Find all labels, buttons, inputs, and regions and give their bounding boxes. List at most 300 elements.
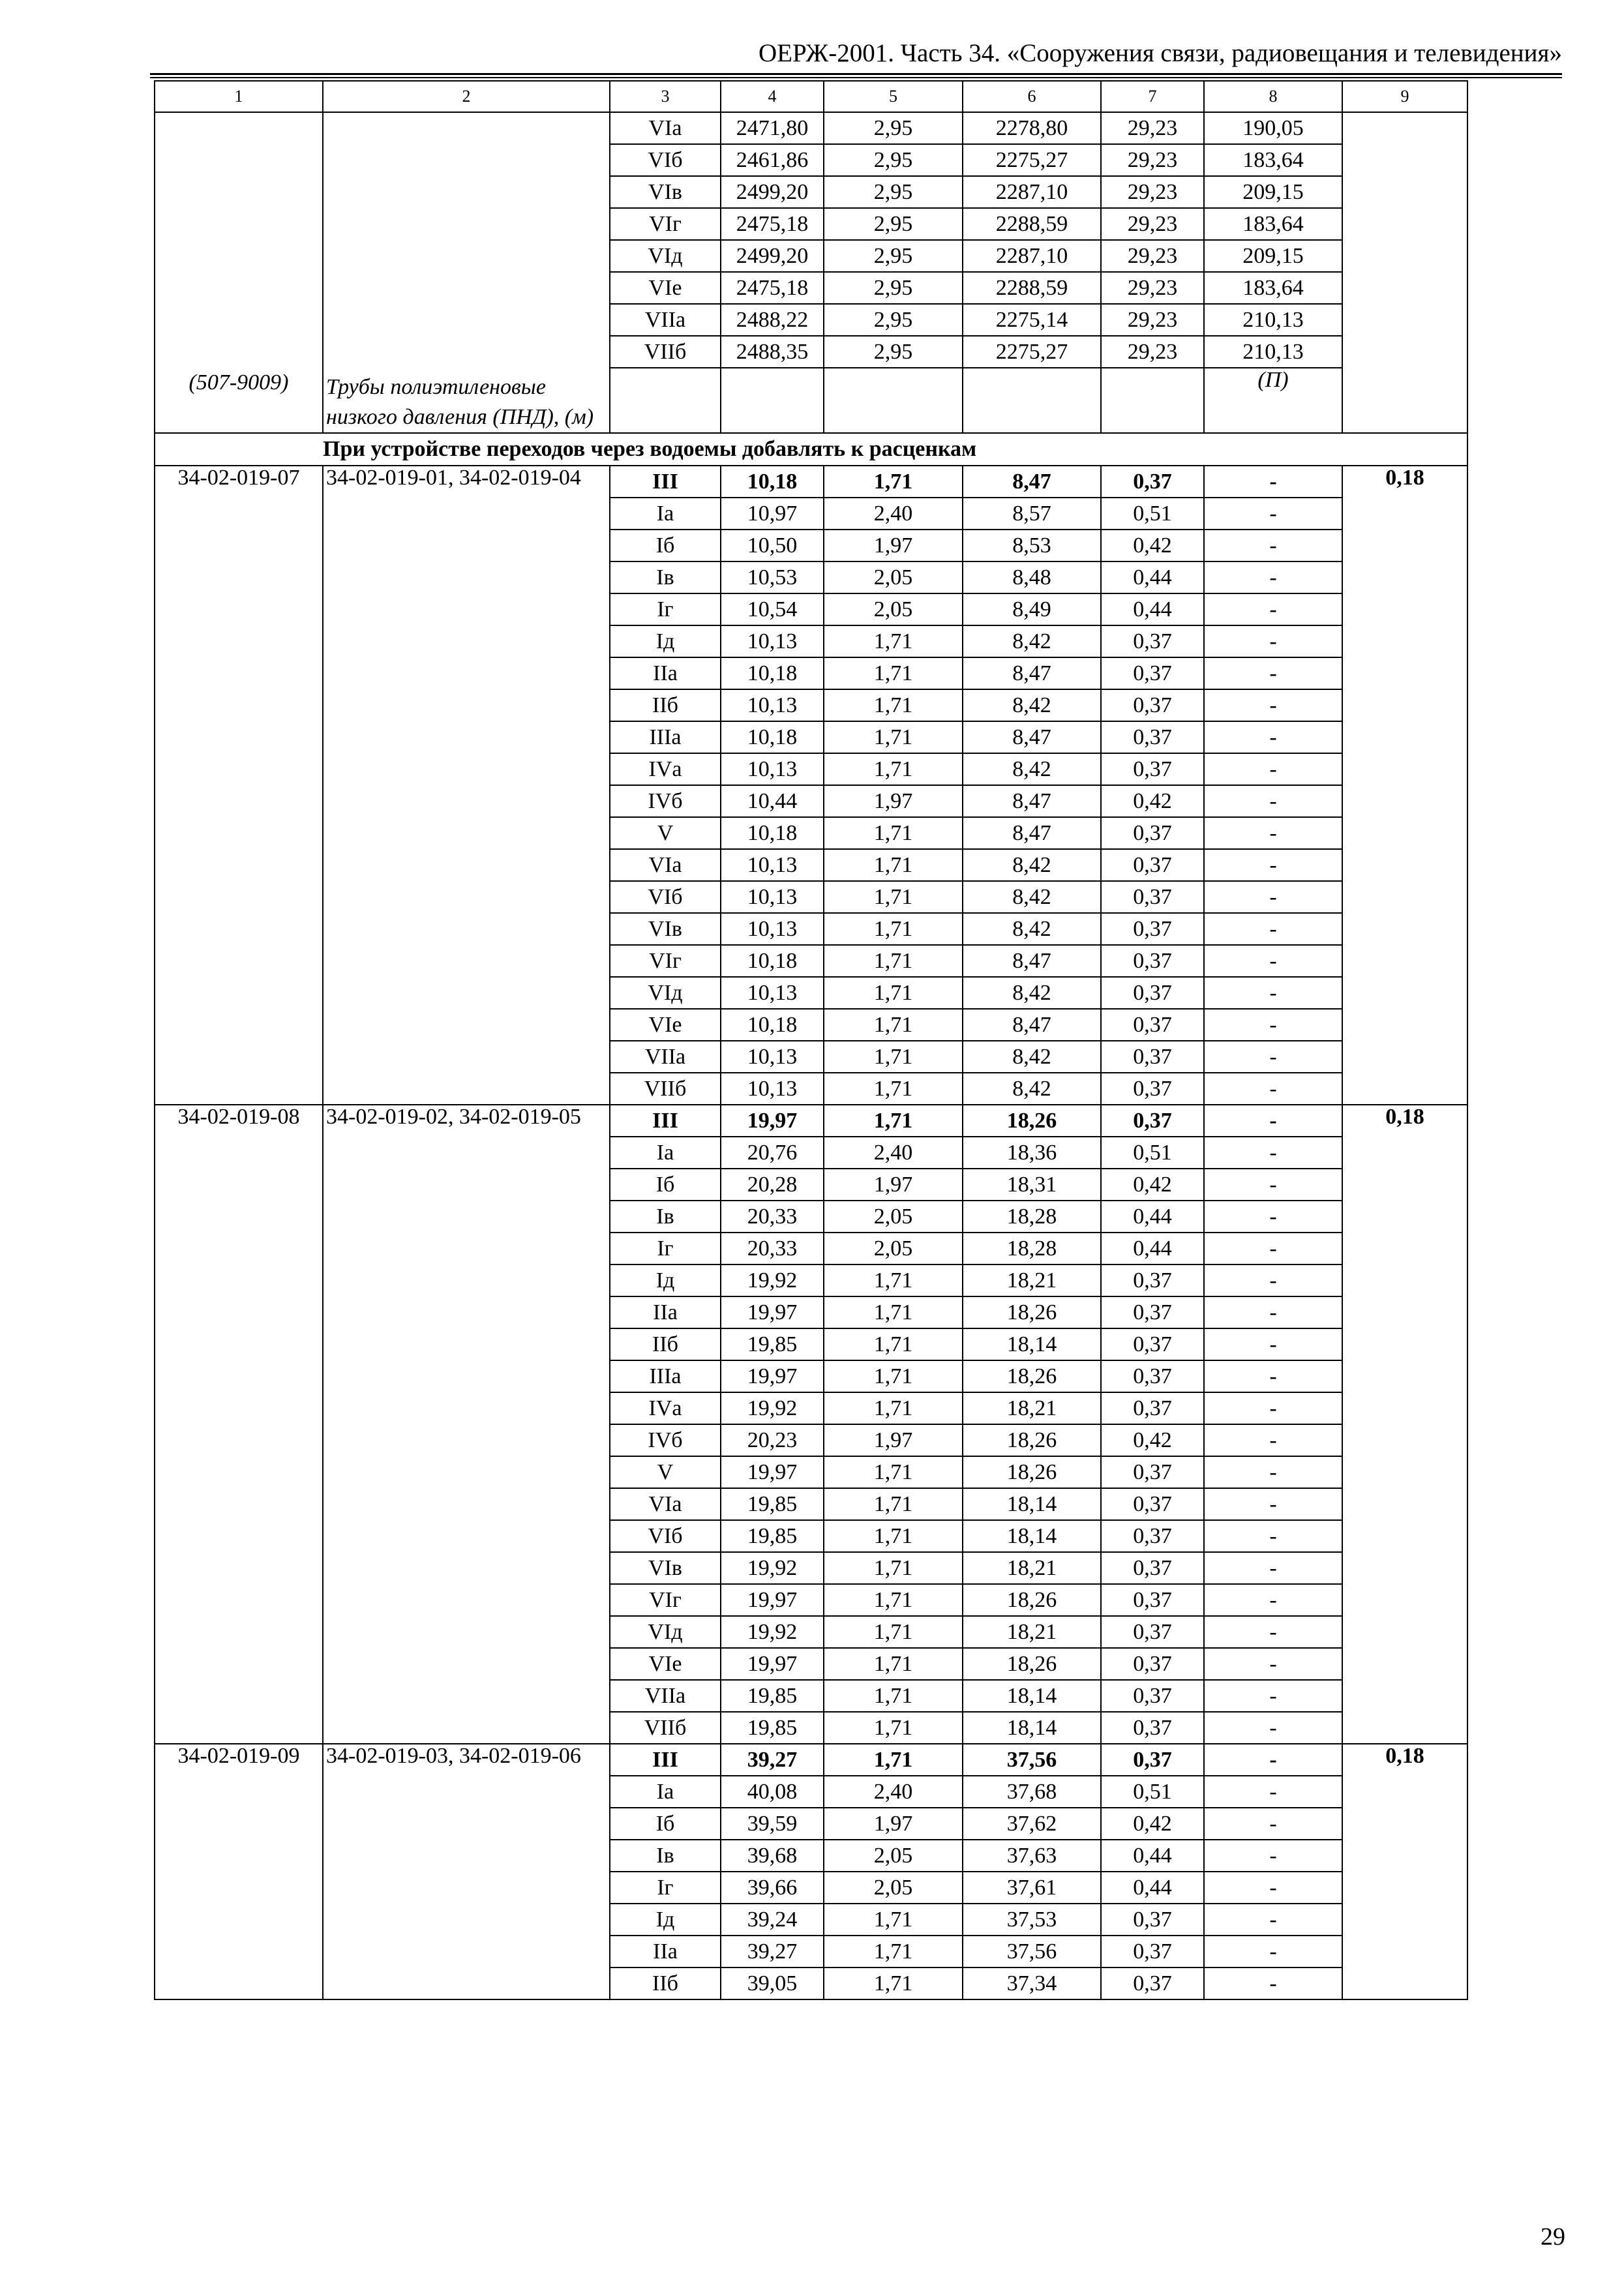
table-cell: Iг <box>610 1872 721 1904</box>
table-cell: 1,71 <box>824 1744 963 1776</box>
table-cell: - <box>1204 1456 1342 1488</box>
table-cell: 0,37 <box>1101 1552 1204 1584</box>
table-cell: 19,92 <box>721 1264 824 1296</box>
table-cell: 18,14 <box>963 1520 1101 1552</box>
table-cell: 2499,20 <box>721 240 824 272</box>
table-cell: 0,37 <box>1101 1328 1204 1360</box>
table-cell: 8,47 <box>963 945 1101 977</box>
table-cell: 1,71 <box>824 1680 963 1712</box>
empty-cell <box>824 368 963 433</box>
table-cell: Iб <box>610 530 721 561</box>
table-cell: 1,71 <box>824 1073 963 1105</box>
empty-cell <box>721 368 824 433</box>
table-cell: 10,53 <box>721 561 824 593</box>
table-cell: 37,34 <box>963 1967 1101 1999</box>
table-cell: 10,54 <box>721 593 824 625</box>
table-cell: 1,71 <box>824 849 963 881</box>
table-cell: - <box>1204 1872 1342 1904</box>
table-cell: - <box>1204 881 1342 913</box>
table-cell: 8,57 <box>963 498 1101 530</box>
table-cell: 10,13 <box>721 913 824 945</box>
table-cell: 1,97 <box>824 530 963 561</box>
table-cell: Iд <box>610 1264 721 1296</box>
table-cell: 0,44 <box>1101 1840 1204 1872</box>
table-cell: IVб <box>610 785 721 817</box>
table-cell: 18,14 <box>963 1328 1101 1360</box>
material-qty: (П) <box>1204 368 1342 433</box>
section-heading-blank <box>155 433 323 466</box>
table-cell: 39,24 <box>721 1904 824 1936</box>
table-cell: 8,48 <box>963 561 1101 593</box>
table-cell: 1,71 <box>824 913 963 945</box>
table-cell: III <box>610 1744 721 1776</box>
table-cell: 0,42 <box>1101 785 1204 817</box>
column-number: 9 <box>1342 81 1467 112</box>
table-cell: - <box>1204 1840 1342 1872</box>
table-cell: Iа <box>610 1776 721 1808</box>
table-cell: Iд <box>610 625 721 657</box>
table-cell: 29,23 <box>1101 112 1204 144</box>
table-cell: 20,23 <box>721 1424 824 1456</box>
table-cell: 10,18 <box>721 1009 824 1041</box>
table-cell: - <box>1204 1009 1342 1041</box>
table-cell: 1,71 <box>824 1584 963 1616</box>
table-cell: 8,42 <box>963 753 1101 785</box>
table-cell: VIа <box>610 112 721 144</box>
table-cell: 19,85 <box>721 1680 824 1712</box>
table-cell: - <box>1204 1520 1342 1552</box>
table-cell: V <box>610 1456 721 1488</box>
table-cell: - <box>1204 657 1342 689</box>
table-cell: 1,97 <box>824 1169 963 1201</box>
table-cell: 2471,80 <box>721 112 824 144</box>
table-cell: 37,62 <box>963 1808 1101 1840</box>
table-cell: Iб <box>610 1808 721 1840</box>
table-cell: - <box>1204 1712 1342 1744</box>
table-cell: 1,71 <box>824 817 963 849</box>
table-cell: 18,21 <box>963 1616 1101 1648</box>
column-number: 6 <box>963 81 1101 112</box>
table-cell: - <box>1204 1073 1342 1105</box>
table-cell: 0,42 <box>1101 530 1204 561</box>
table-cell: 2275,27 <box>963 144 1101 176</box>
table-cell: 8,53 <box>963 530 1101 561</box>
table-cell: IVб <box>610 1424 721 1456</box>
column-number: 2 <box>323 81 610 112</box>
table-cell: VIб <box>610 881 721 913</box>
table-cell: Iа <box>610 1137 721 1169</box>
table-cell: 10,13 <box>721 881 824 913</box>
table-cell: 0,37 <box>1101 1712 1204 1744</box>
table-cell: - <box>1204 1488 1342 1520</box>
table-cell: Iв <box>610 1840 721 1872</box>
table-cell: 0,44 <box>1101 1201 1204 1233</box>
table-cell: - <box>1204 1201 1342 1233</box>
table-cell: 20,33 <box>721 1201 824 1233</box>
table-cell: 10,13 <box>721 1041 824 1073</box>
table-row <box>155 112 1467 144</box>
table-cell: - <box>1204 849 1342 881</box>
table-cell: 0,37 <box>1101 1360 1204 1392</box>
base-rates: 34-02-019-02, 34-02-019-05 <box>323 1105 610 1744</box>
table-cell: Iв <box>610 561 721 593</box>
table-cell: VIд <box>610 977 721 1009</box>
table-cell: 1,71 <box>824 1456 963 1488</box>
table-row <box>155 1105 1467 1137</box>
table-cell: - <box>1204 1967 1342 1999</box>
table-cell: - <box>1204 1137 1342 1169</box>
table-cell: 10,13 <box>721 625 824 657</box>
table-cell: 2488,22 <box>721 304 824 336</box>
table-cell: 209,15 <box>1204 176 1342 208</box>
table-cell: 0,37 <box>1101 1616 1204 1648</box>
table-cell: 2499,20 <box>721 176 824 208</box>
table-cell: 8,47 <box>963 785 1101 817</box>
table-cell: - <box>1204 785 1342 817</box>
table-cell: 190,05 <box>1204 112 1342 144</box>
table-cell: 18,21 <box>963 1264 1101 1296</box>
table-cell: 2,05 <box>824 593 963 625</box>
table-cell: 0,51 <box>1101 1776 1204 1808</box>
material-code: (507-9009) <box>188 370 289 395</box>
table-cell: VIб <box>610 144 721 176</box>
table-cell: 19,97 <box>721 1105 824 1137</box>
table-cell: 0,37 <box>1101 945 1204 977</box>
table-cell: 1,71 <box>824 1616 963 1648</box>
table-cell: 1,97 <box>824 1808 963 1840</box>
table-cell: 19,92 <box>721 1392 824 1424</box>
table-cell: 0,37 <box>1101 913 1204 945</box>
table-cell: VIе <box>610 1648 721 1680</box>
table-cell: 37,56 <box>963 1744 1101 1776</box>
table-cell: 0,37 <box>1101 1520 1204 1552</box>
table-cell: 19,85 <box>721 1712 824 1744</box>
table-cell: 2,95 <box>824 144 963 176</box>
table-cell: 1,71 <box>824 1552 963 1584</box>
material-name: Трубы полиэтиленовые низкого давления (ПНД), (м) <box>326 375 594 429</box>
table-cell: 18,36 <box>963 1137 1101 1169</box>
table-cell: 1,97 <box>824 1424 963 1456</box>
table-cell: 0,44 <box>1101 1872 1204 1904</box>
table-cell: VIб <box>610 1520 721 1552</box>
table-cell: 18,14 <box>963 1680 1101 1712</box>
table-cell: 0,37 <box>1101 721 1204 753</box>
table-cell: 8,42 <box>963 1073 1101 1105</box>
table-cell: 10,18 <box>721 657 824 689</box>
table-cell: - <box>1204 721 1342 753</box>
table-cell: 10,13 <box>721 753 824 785</box>
column-9-value: 0,18 <box>1342 1744 1467 1999</box>
table-cell: 2,05 <box>824 561 963 593</box>
table-cell: Iд <box>610 1904 721 1936</box>
table-cell: 39,27 <box>721 1744 824 1776</box>
table-cell: 19,85 <box>721 1520 824 1552</box>
table-cell: - <box>1204 1552 1342 1584</box>
table-cell: - <box>1204 498 1342 530</box>
table-cell: 210,13 <box>1204 304 1342 336</box>
empty-cell <box>1101 368 1204 433</box>
table-cell: 2475,18 <box>721 208 824 240</box>
table-cell: 19,97 <box>721 1360 824 1392</box>
page-number: 29 <box>1541 2223 1565 2251</box>
table-cell: 18,14 <box>963 1712 1101 1744</box>
table-cell: 8,42 <box>963 689 1101 721</box>
table-cell: 8,42 <box>963 913 1101 945</box>
table-cell: VIе <box>610 272 721 304</box>
table-cell: 1,71 <box>824 1936 963 1967</box>
table-cell: 10,13 <box>721 977 824 1009</box>
table-cell: 210,13 <box>1204 336 1342 368</box>
table-cell: 2288,59 <box>963 272 1101 304</box>
table-cell: 2,40 <box>824 1137 963 1169</box>
table-cell: 29,23 <box>1101 176 1204 208</box>
empty-cell <box>610 368 721 433</box>
table-cell: 1,71 <box>824 1009 963 1041</box>
table-cell: 2,05 <box>824 1840 963 1872</box>
table-cell: 0,37 <box>1101 1648 1204 1680</box>
table-cell: 29,23 <box>1101 336 1204 368</box>
table-cell: 39,66 <box>721 1872 824 1904</box>
table-cell: 18,21 <box>963 1552 1101 1584</box>
table-cell: VIIа <box>610 1680 721 1712</box>
table-cell: - <box>1204 1233 1342 1264</box>
table-cell: - <box>1204 1744 1342 1776</box>
table-cell: 0,37 <box>1101 977 1204 1009</box>
table-cell: 20,76 <box>721 1137 824 1169</box>
table-cell: 1,71 <box>824 1296 963 1328</box>
header-rule <box>150 73 1562 75</box>
table-cell: III <box>610 466 721 498</box>
table-cell: 19,97 <box>721 1584 824 1616</box>
table-cell: 29,23 <box>1101 208 1204 240</box>
table-cell: - <box>1204 1904 1342 1936</box>
table-cell: - <box>1204 1169 1342 1201</box>
table-cell: 0,44 <box>1101 593 1204 625</box>
table-cell: 37,56 <box>963 1936 1101 1967</box>
table-cell: 2,40 <box>824 498 963 530</box>
table-cell: - <box>1204 1392 1342 1424</box>
table-cell: - <box>1204 625 1342 657</box>
column-9-cell <box>1342 112 1467 433</box>
table-cell: 2287,10 <box>963 240 1101 272</box>
table-cell: 18,26 <box>963 1456 1101 1488</box>
table-cell: 39,05 <box>721 1967 824 1999</box>
table-cell: 2,95 <box>824 240 963 272</box>
document-header: ОЕРЖ-2001. Часть 34. «Сооружения связи, радиовещания и телевидения» <box>758 39 1562 67</box>
table-cell: 39,27 <box>721 1936 824 1967</box>
table-cell: - <box>1204 977 1342 1009</box>
table-cell: 18,21 <box>963 1392 1101 1424</box>
table-cell: 10,13 <box>721 1073 824 1105</box>
table-cell: 1,71 <box>824 689 963 721</box>
table-cell: 1,97 <box>824 785 963 817</box>
table-cell: - <box>1204 1648 1342 1680</box>
table-cell: - <box>1204 1328 1342 1360</box>
table-cell: - <box>1204 1105 1342 1137</box>
table-cell: 1,71 <box>824 1648 963 1680</box>
table-cell: 2461,86 <box>721 144 824 176</box>
table-cell: Iг <box>610 1233 721 1264</box>
table-cell: 2,95 <box>824 208 963 240</box>
rate-code: 34-02-019-09 <box>155 1744 323 1999</box>
table-cell: - <box>1204 913 1342 945</box>
table-cell: 8,49 <box>963 593 1101 625</box>
table-cell: 0,37 <box>1101 1488 1204 1520</box>
table-cell: 40,08 <box>721 1776 824 1808</box>
table-cell: 0,44 <box>1101 561 1204 593</box>
table-cell: 0,37 <box>1101 1584 1204 1616</box>
table-cell: 18,26 <box>963 1105 1101 1137</box>
table-cell: 2275,14 <box>963 304 1101 336</box>
table-cell: 1,71 <box>824 721 963 753</box>
column-number: 4 <box>721 81 824 112</box>
table-cell: Iа <box>610 498 721 530</box>
table-cell: - <box>1204 1296 1342 1328</box>
table-cell: VIв <box>610 913 721 945</box>
table-cell: 0,37 <box>1101 657 1204 689</box>
table-cell: 39,59 <box>721 1808 824 1840</box>
table-cell: 29,23 <box>1101 304 1204 336</box>
table-cell: 1,71 <box>824 1904 963 1936</box>
table-cell: - <box>1204 945 1342 977</box>
table-cell: 0,37 <box>1101 1936 1204 1967</box>
table-cell: VIд <box>610 240 721 272</box>
table-cell: - <box>1204 1680 1342 1712</box>
table-cell: 0,37 <box>1101 1296 1204 1328</box>
table-cell: 1,71 <box>824 625 963 657</box>
table-cell: 19,97 <box>721 1648 824 1680</box>
table-cell: - <box>1204 1808 1342 1840</box>
table-cell: 0,51 <box>1101 498 1204 530</box>
table-cell: IIб <box>610 1967 721 1999</box>
table-cell: 0,51 <box>1101 1137 1204 1169</box>
table-cell: IIб <box>610 689 721 721</box>
table-cell: - <box>1204 1424 1342 1456</box>
column-number: 5 <box>824 81 963 112</box>
table-cell: - <box>1204 1041 1342 1073</box>
table-cell: 18,26 <box>963 1424 1101 1456</box>
table-cell: 37,53 <box>963 1904 1101 1936</box>
table-cell: 1,71 <box>824 1967 963 1999</box>
table-cell: 0,37 <box>1101 1105 1204 1137</box>
table-cell: 183,64 <box>1204 208 1342 240</box>
table-cell: 0,37 <box>1101 625 1204 657</box>
table-cell: 0,37 <box>1101 1264 1204 1296</box>
table-cell: 10,44 <box>721 785 824 817</box>
table-cell: 1,71 <box>824 1360 963 1392</box>
table-cell: III <box>610 1105 721 1137</box>
table-cell: - <box>1204 753 1342 785</box>
table-cell: 18,28 <box>963 1201 1101 1233</box>
table-cell: 1,71 <box>824 881 963 913</box>
table-cell: 0,37 <box>1101 849 1204 881</box>
table-cell: 1,71 <box>824 1264 963 1296</box>
table-cell: 1,71 <box>824 657 963 689</box>
table-cell: 8,42 <box>963 977 1101 1009</box>
table-cell: 0,37 <box>1101 753 1204 785</box>
column-number: 1 <box>155 81 323 112</box>
table-cell: VIа <box>610 849 721 881</box>
table-cell: - <box>1204 1616 1342 1648</box>
table-cell: 1,71 <box>824 1488 963 1520</box>
column-9-value: 0,18 <box>1342 1105 1467 1744</box>
table-cell: 8,42 <box>963 881 1101 913</box>
table-cell: VIIб <box>610 1712 721 1744</box>
table-cell: IIIа <box>610 721 721 753</box>
table-cell: 1,71 <box>824 753 963 785</box>
table-cell: 19,97 <box>721 1456 824 1488</box>
table-cell: V <box>610 817 721 849</box>
table-cell: IVа <box>610 1392 721 1424</box>
table-row <box>155 1744 1467 1776</box>
table-cell: - <box>1204 689 1342 721</box>
table-cell: 1,71 <box>824 1520 963 1552</box>
table-cell: 183,64 <box>1204 272 1342 304</box>
table-cell: 0,44 <box>1101 1233 1204 1264</box>
table-cell: - <box>1204 1360 1342 1392</box>
table-cell: 0,37 <box>1101 1041 1204 1073</box>
table-cell: 2,95 <box>824 304 963 336</box>
table-cell: 0,37 <box>1101 1009 1204 1041</box>
table-cell: VIа <box>610 1488 721 1520</box>
table-cell: 0,37 <box>1101 1073 1204 1105</box>
table-cell: 2,95 <box>824 112 963 144</box>
table-cell: 2287,10 <box>963 176 1101 208</box>
table-cell: 20,33 <box>721 1233 824 1264</box>
table-cell: 1,71 <box>824 1392 963 1424</box>
header-rule-thin <box>150 77 1562 78</box>
table-cell: 8,42 <box>963 625 1101 657</box>
table-cell: 0,37 <box>1101 466 1204 498</box>
table-cell: - <box>1204 561 1342 593</box>
table-cell: 37,61 <box>963 1872 1101 1904</box>
table-cell: 0,37 <box>1101 1904 1204 1936</box>
column-number: 8 <box>1204 81 1342 112</box>
table-cell: 8,42 <box>963 1041 1101 1073</box>
table-cell: 37,63 <box>963 1840 1101 1872</box>
table-cell: 10,13 <box>721 689 824 721</box>
table-cell: 19,85 <box>721 1328 824 1360</box>
table-cell: 2,05 <box>824 1872 963 1904</box>
table-cell: 0,37 <box>1101 1680 1204 1712</box>
table-cell: 0,37 <box>1101 1744 1204 1776</box>
table-cell: 1,71 <box>824 1041 963 1073</box>
table-cell: IIа <box>610 1936 721 1967</box>
table-cell: 10,18 <box>721 817 824 849</box>
table-cell: - <box>1204 1264 1342 1296</box>
rate-code: 34-02-019-08 <box>155 1105 323 1744</box>
table-cell: Iб <box>610 1169 721 1201</box>
table-cell: Iв <box>610 1201 721 1233</box>
table-cell: 18,26 <box>963 1296 1101 1328</box>
material-name-cell <box>323 112 610 433</box>
table-cell: 18,31 <box>963 1169 1101 1201</box>
table-cell: 0,42 <box>1101 1808 1204 1840</box>
table-cell: 39,68 <box>721 1840 824 1872</box>
table-cell: 18,26 <box>963 1648 1101 1680</box>
table-cell: 20,28 <box>721 1169 824 1201</box>
table-cell: 37,68 <box>963 1776 1101 1808</box>
table-cell: VIд <box>610 1616 721 1648</box>
table-cell: VIв <box>610 176 721 208</box>
table-cell: 1,71 <box>824 977 963 1009</box>
table-cell: 19,97 <box>721 1296 824 1328</box>
column-9-value: 0,18 <box>1342 466 1467 1105</box>
table-cell: Iг <box>610 593 721 625</box>
table-cell: 10,18 <box>721 945 824 977</box>
material-code-cell <box>155 112 323 433</box>
table-cell: VIIб <box>610 336 721 368</box>
